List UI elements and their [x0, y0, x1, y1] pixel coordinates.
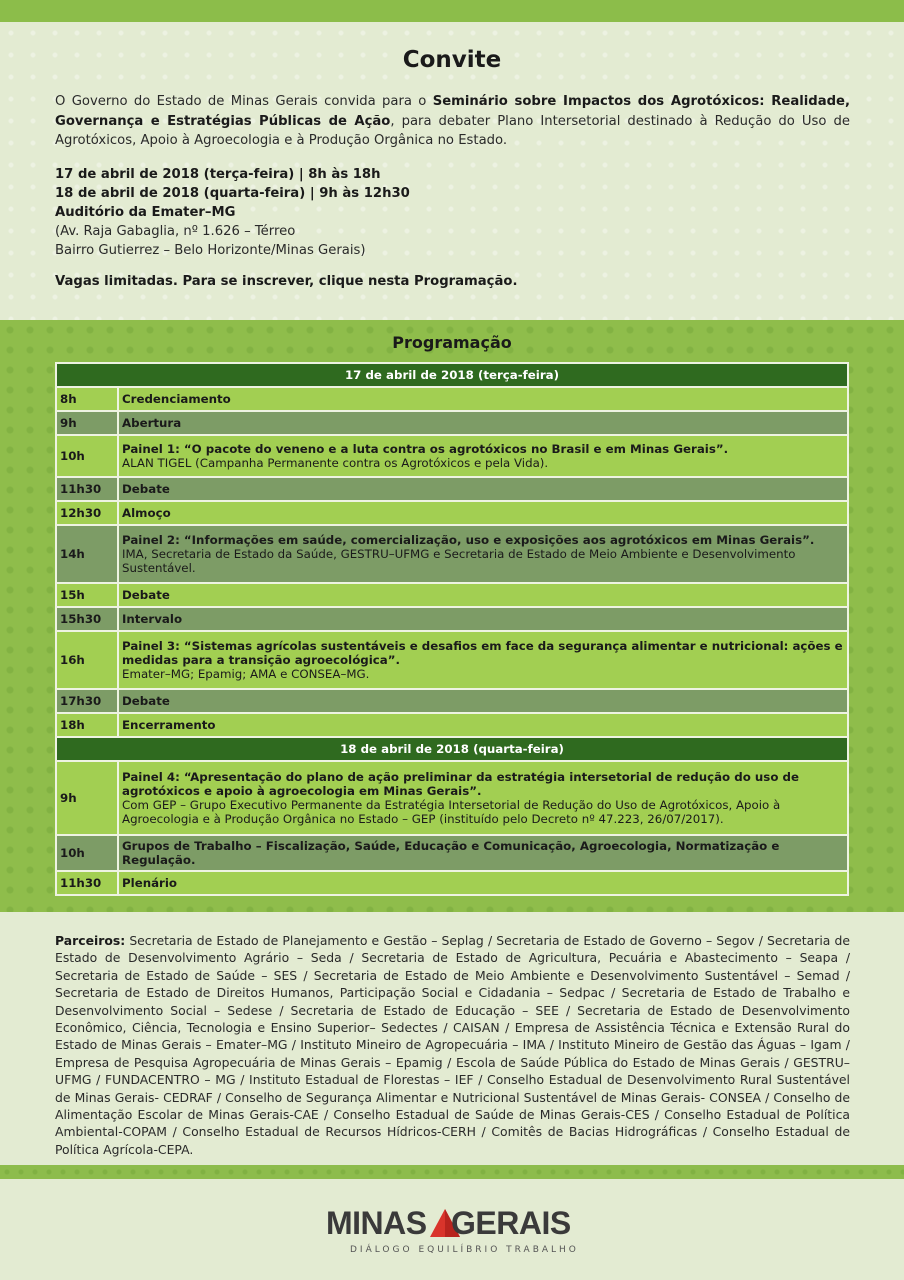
table-row [56, 631, 848, 689]
row-activity: Credenciamento [118, 387, 848, 411]
logo-word-minas: MINAS [326, 1205, 427, 1241]
row-activity: Encerramento [118, 713, 848, 737]
minas-gerais-logo [326, 1205, 580, 1261]
row-activity: Abertura [118, 411, 848, 435]
event-address-2: Bairro Gutierrez – Belo Horizonte/Minas Gerais) [55, 243, 366, 258]
panel-speakers: Com GEP – Grupo Executivo Permanente da Estratégia Intersetorial de Redução do Uso de Agrotóxicos, Apoio à Agroecologia e à Produção Orgânica no Estado – GEP (instituído pelo Decreto nº 47.223, 26/07/2017). [122, 798, 781, 826]
event-details [55, 165, 410, 260]
day-header: 18 de abril de 2018 (quarta-feira) [56, 737, 848, 761]
row-activity: Debate [118, 583, 848, 607]
row-activity: Plenário [118, 871, 848, 895]
row-time: 11h30 [56, 477, 118, 501]
event-date-1: 17 de abril de 2018 (terça-feira) | 8h às 18h [55, 167, 381, 182]
table-row [56, 477, 848, 501]
row-time: 8h [56, 387, 118, 411]
event-venue: Auditório da Emater–MG [55, 205, 236, 220]
panel-speakers: ALAN TIGEL (Campanha Permanente contra os Agrotóxicos e pela Vida). [122, 456, 549, 470]
program-section [0, 320, 904, 912]
panel-speakers: Emater–MG; Epamig; AMA e CONSEA–MG. [122, 667, 370, 681]
panel-title: Painel 4: “Apresentação do plano de ação preliminar da estratégia intersetorial de redução do uso de agrotóxicos e apoio à agroecologia em Minas Gerais”. [122, 770, 799, 798]
table-row [56, 583, 848, 607]
row-time: 14h [56, 525, 118, 583]
row-time: 9h [56, 761, 118, 835]
program-title: Programação [392, 333, 512, 352]
row-time: 10h [56, 435, 118, 477]
panel-title: Painel 2: “Informações em saúde, comercialização, uso e exposições aos agrotóxicos em Minas Gerais”. [122, 533, 815, 547]
logo-word-gerais: GERAIS [451, 1205, 571, 1241]
event-date-2: 18 de abril de 2018 (quarta-feira) | 9h às 12h30 [55, 186, 410, 201]
row-activity [118, 761, 848, 835]
row-activity [118, 435, 848, 477]
row-time: 12h30 [56, 501, 118, 525]
row-time: 17h30 [56, 689, 118, 713]
partners-text: Secretaria de Estado de Planejamento e Gestão – Seplag / Secretaria de Estado de Governo – Segov / Secretaria de Estado de Desenvolvimento Agrário – Seda / Secretaria de Estado de Agricultura, Pecuária e Abastecimento – Seapa / Secretaria de Estado de Saúde – SES / Secretaria de Estado de Meio Ambiente e Desenvolvimento Sustentável – Semad / Secretaria de Estado de Direitos Humanos, Participação Social e Cidadania – Sedpac / Secretaria de Estado de Trabalho e Desenvolvimento Social – Sedese / Secretaria de Estado de Educação – SEE / Secretaria de Estado de Desenvolvimento Econômico, Ciência, Tecnologia e Ensino Superior– Sedectes / CAISAN / Empresa de Assistência Técnica e Extensão Rural do Estado de Minas Gerais – Emater–MG / Instituto Mineiro de Agropecuária – IMA / Instituto Mineiro de Gestão das Águas – Igam / Empresa de Pesquisa Agropecuária de Minas Gerais – Epamig / Escola de Saúde Pública do Estado de Minas Gerais / GESTRU–UFMG / FUNDACENTRO – MG / Instituto Estadual de Florestas – IEF / Conselho Estadual de Desenvolvimento Rural Sustentável de Minas Gerais- CEDRAF / Conselho de Segurança Alimentar e Nutricional Sustentável de Minas Gerais- CONSEA / Conselho de Alimentação Escolar de Minas Gerais-CAE / Conselho Estadual de Saúde de Minas Gerais-CES / Conselho Estadual de Política Ambiental-COPAM / Conselho Estadual de Recursos Hídricos-CERH / Comitês de Bacias Hidrográficas / Conselho Estadual de Política Agrícola-CEPA. [55, 933, 850, 1157]
table-row [56, 761, 848, 835]
intro-paragraph [55, 92, 850, 151]
table-row [56, 713, 848, 737]
panel-title: Painel 1: “O pacote do veneno e a luta contra os agrotóxicos no Brasil e em Minas Gerais”. [122, 442, 729, 456]
partners-label: Parceiros: [55, 933, 126, 948]
table-row [56, 525, 848, 583]
seminar-name: Seminário sobre Impactos dos Agrotóxicos: Realidade, Governança e Estratégias Públicas de Ação [55, 94, 850, 129]
invitation-section [0, 22, 904, 320]
table-row [56, 501, 848, 525]
partners-list [55, 932, 850, 1158]
row-time: 16h [56, 631, 118, 689]
table-row [56, 411, 848, 435]
day-header: 17 de abril de 2018 (terça-feira) [56, 363, 848, 387]
row-activity [118, 525, 848, 583]
row-activity: Debate [118, 689, 848, 713]
bottom-green-band [0, 1165, 904, 1179]
panel-title: Painel 3: “Sistemas agrícolas sustentáveis e desafios em face da segurança alimentar e nutricional: ações e medidas para a transição agroecológica”. [122, 639, 843, 667]
logo-tagline: DIÁLOGO EQUILÍBRIO TRABALHO [350, 1245, 579, 1255]
table-row [56, 689, 848, 713]
event-address-1: (Av. Raja Gabaglia, nº 1.626 – Térreo [55, 224, 296, 239]
table-row [56, 835, 848, 871]
row-time: 18h [56, 713, 118, 737]
row-time: 11h30 [56, 871, 118, 895]
row-activity: Debate [118, 477, 848, 501]
intro-text: O Governo do Estado de Minas Gerais convida para o [55, 94, 433, 109]
top-green-band [0, 0, 904, 22]
intro-text-end: , para debater Plano Intersetorial destinado à Redução do Uso de Agrotóxicos, Apoio à Agroecologia e à Produção Orgânica no Estado. [55, 113, 850, 148]
panel-speakers: IMA, Secretaria de Estado da Saúde, GESTRU–UFMG e Secretaria de Estado de Meio Ambiente e Desenvolvimento Sustentável. [122, 547, 796, 575]
row-time: 15h [56, 583, 118, 607]
row-time: 9h [56, 411, 118, 435]
table-row [56, 387, 848, 411]
footer [0, 1179, 904, 1280]
row-activity: Almoço [118, 501, 848, 525]
row-activity [118, 631, 848, 689]
page-title: Convite [402, 47, 502, 73]
table-row [56, 435, 848, 477]
row-time: 10h [56, 835, 118, 871]
partners-section [0, 912, 904, 1165]
table-row [56, 607, 848, 631]
row-activity: Grupos de Trabalho – Fiscalização, Saúde, Educação e Comunicação, Agroecologia, Normatização e Regulação. [118, 835, 848, 871]
program-table [55, 362, 849, 896]
table-row [56, 871, 848, 895]
registration-link[interactable]: Vagas limitadas. Para se inscrever, clique nesta Programação. [55, 274, 518, 289]
row-activity: Intervalo [118, 607, 848, 631]
row-time: 15h30 [56, 607, 118, 631]
